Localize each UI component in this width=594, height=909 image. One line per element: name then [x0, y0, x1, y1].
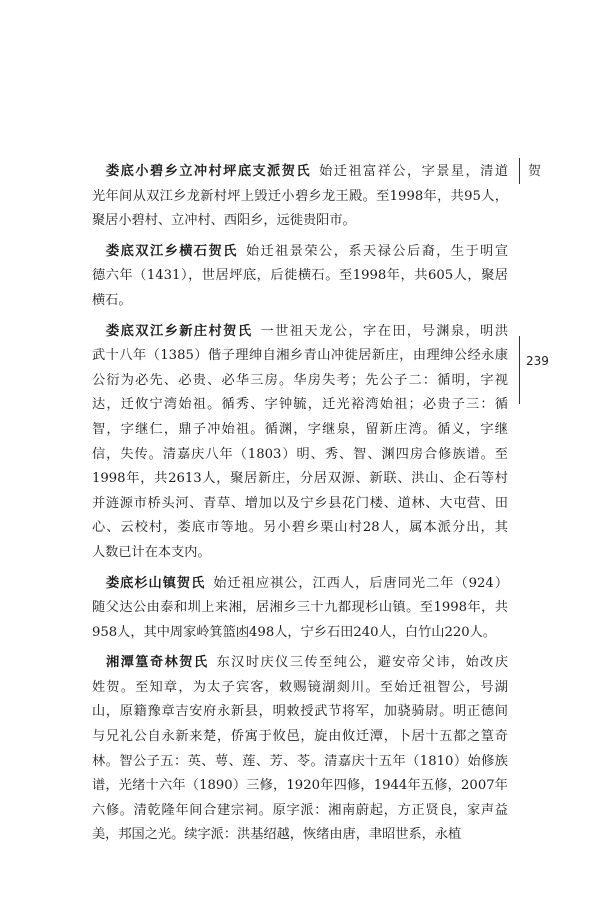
entry-text: 随父达公由泰和圳上来湘，居湘乡三十九都现杉山镇。至1998年，共 [92, 600, 508, 616]
entry-line [92, 393, 508, 418]
entry-text: 林。智公子五：英、萼、莲、芳、苓。清嘉庆十五年（1810）始修族 [92, 753, 508, 769]
entry-text: 始迁祖应祺公，江西人，后唐同光二年（924） [213, 575, 509, 591]
entry-text: 谱，光绪十六年（1890）三修，1920年四修，1944年五修，2007年 [92, 778, 508, 794]
entry-text: 心、云校村，娄底市等地。另小碧乡栗山村28人，属本派分出，其 [92, 520, 508, 536]
entry-first-line [92, 240, 508, 265]
entry-text: 始迁祖富祥公，字景星，清道 [319, 164, 509, 179]
entry-line [92, 289, 508, 314]
entry-block [92, 160, 508, 234]
entry-line [92, 344, 508, 369]
entry-first-line [92, 160, 508, 185]
entry-text: 一世祖天龙公，字在田，号渊泉，明洪 [260, 323, 509, 339]
entry-line [92, 725, 508, 750]
entry-block [92, 572, 508, 646]
entry-text: 德六年（1431），世居坪底，后徙横石。至1998年，共605人，聚居 [92, 268, 508, 284]
entry-text: 信，失传。清嘉庆八年（1803）明、秀、智、渊四房合修族谱。至 [92, 446, 508, 462]
entry-text: 达，迁攸宁湾始祖。循秀、字钟毓，迁光裕湾始祖；必贵子三：循 [92, 397, 508, 413]
entry-text: 始迁祖景荣公，系天禄公后裔，生于明宣 [245, 243, 509, 259]
entry-line [92, 676, 508, 701]
entry-line [92, 418, 508, 443]
entry-line [92, 264, 508, 289]
page-number: 239 [526, 354, 549, 368]
side-rule-mid [519, 336, 520, 404]
entry-line [92, 369, 508, 394]
entry-line [92, 516, 508, 541]
entry-text: 并涟源市桥头河、青草、增加以及宁乡县花门楼、道林、大屯营、田 [92, 495, 508, 511]
side-char: 贺 [528, 164, 542, 179]
entry-text: 智，字继仁，鼎子冲始祖。循渊，字继泉，留新庄湾。循义，字继 [92, 421, 508, 437]
entry-line [92, 492, 508, 517]
side-rule-top [519, 158, 520, 184]
entry-text: 聚居小碧村、立冲村、西阳乡，远徙贵阳市。 [92, 213, 356, 229]
entry-line [92, 823, 508, 848]
entry-text: 公衍为必先、必贵、必华三房。华房失考；先公子二：循明，字视 [92, 372, 508, 388]
entry-text: 人数已计在本支内。 [92, 544, 211, 560]
entry-text: 1998年，共2613人，聚居新庄，分居双源、新联、洪山、企石等村 [92, 471, 508, 487]
entry-line [92, 467, 508, 492]
entry-text: 光年间从双江乡龙新村坪上毁迁小碧乡龙王殿。至1998年，共95人， [92, 188, 508, 204]
entry-title: 娄底杉山镇贺氏 [106, 575, 206, 591]
entry-line [92, 541, 508, 566]
entry-block [92, 240, 508, 314]
entry-text: 东汉时庆仪三传至纯公，避安帝父讳，始改庆 [216, 655, 509, 671]
entry-first-line [92, 320, 508, 345]
entry-line [92, 209, 508, 234]
entry-text: 武十八年（1385）偕子理绅自湘乡青山冲徙居新庄，由理绅公经永康 [92, 348, 508, 364]
entry-text: 山，原籍豫章吉安府永新县，明敕授武节将军，加骁骑尉。明正德间 [92, 704, 508, 720]
entry-title: 娄底双江乡横石贺氏 [106, 243, 238, 259]
entry-text: 横石。 [92, 292, 132, 308]
entry-block [92, 320, 508, 566]
entry-line [92, 750, 508, 775]
entry-text: 姓贺。至知章，为太子宾客，敕赐镜湖剡川。至始迁祖智公，号湖 [92, 679, 508, 695]
entry-line [92, 443, 508, 468]
entry-text: 六修。清乾隆年间合建宗祠。原字派：湘南蔚起，方正贤良，家声益 [92, 802, 508, 818]
entry-text: 与兄礼公自永新来楚，侨寓于攸邑，旋由攸迁潭，卜居十五都之篁奇 [92, 729, 508, 745]
entry-line [92, 621, 508, 646]
entry-line [92, 596, 508, 621]
entry-text: 958人，其中周家岭箕篮凼498人，宁乡石田240人，白竹山220人。 [92, 624, 496, 640]
entry-line [92, 185, 508, 210]
entry-line [92, 700, 508, 725]
content [92, 160, 508, 854]
entry-line [92, 799, 508, 824]
entry-line [92, 774, 508, 799]
entry-text: 美，邦国之光。续字派：洪基绍越，恢绪由唐，聿昭世系，永植 [92, 827, 462, 843]
entry-title: 娄底小碧乡立冲村坪底支派贺氏 [106, 164, 312, 179]
entry-title: 娄底双江乡新庄村贺氏 [106, 323, 253, 339]
entry-first-line [92, 651, 508, 676]
entry-first-line [92, 572, 508, 597]
entry-title: 湘潭篁奇林贺氏 [106, 655, 209, 671]
entry-block [92, 651, 508, 848]
